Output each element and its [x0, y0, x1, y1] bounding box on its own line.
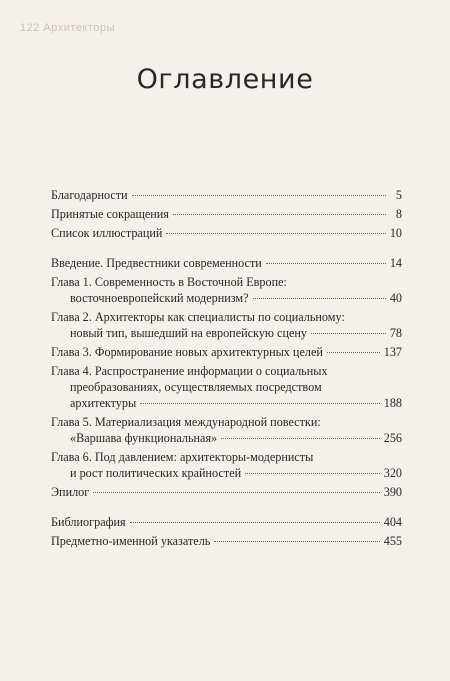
toc-page-number: 404 [383, 515, 402, 529]
toc-entry [51, 449, 402, 481]
dot-leader [166, 233, 385, 234]
dot-leader [266, 263, 386, 264]
toc-page-number: 455 [383, 534, 402, 548]
toc-page-number: 320 [383, 466, 402, 480]
toc-group-main [51, 255, 402, 500]
toc-entry-line [51, 514, 402, 530]
toc-entry-text: Глава 3. Формирование новых архитектурных целей [51, 345, 323, 359]
table-of-contents [51, 187, 402, 563]
dot-leader [140, 403, 380, 404]
toc-entry-text: преобразованиях, осуществляемых посредством [70, 380, 322, 394]
dot-leader [93, 492, 379, 493]
toc-page-number: 188 [383, 396, 402, 410]
toc-page-number: 8 [395, 207, 402, 221]
toc-entry-line [51, 533, 402, 549]
toc-entry-text: Библиография [51, 515, 126, 529]
running-head: 122 Архитекторы [20, 22, 115, 34]
toc-entry [51, 187, 402, 203]
toc-group-front [51, 187, 402, 241]
toc-entry-line [51, 484, 402, 500]
toc-entry-text: Список иллюстраций [51, 226, 163, 240]
toc-entry-text: и рост политических крайностей [70, 466, 242, 480]
toc-page-number: 256 [383, 431, 402, 445]
toc-entry [51, 274, 402, 306]
toc-entry [51, 533, 402, 549]
toc-entry-line [51, 325, 402, 341]
toc-entry-line [51, 187, 402, 203]
toc-entry-line [51, 430, 402, 446]
dot-leader [245, 473, 380, 474]
toc-group-back [51, 514, 402, 549]
page-title: Оглавление [136, 64, 314, 95]
toc-entry [51, 206, 402, 222]
dot-leader [173, 214, 386, 215]
toc-entry [51, 514, 402, 530]
toc-entry-text: Благодарности [51, 188, 128, 202]
toc-entry-text: Глава 4. Распространение информации о социальных [51, 364, 328, 378]
toc-entry-text: Предметно-именной указатель [51, 534, 211, 548]
toc-entry [51, 225, 402, 241]
toc-entry-text: новый тип, вышедший на европейскую сцену [70, 326, 307, 340]
toc-entry-text: Глава 5. Материализация международной повестки: [51, 415, 321, 429]
toc-entry-text: «Варшава функциональная» [70, 431, 218, 445]
dot-leader [214, 541, 379, 542]
toc-entry-line [51, 290, 402, 306]
toc-entry [51, 344, 402, 360]
dot-leader [130, 522, 380, 523]
toc-entry-text: Глава 1. Современность в Восточной Европе: [51, 275, 287, 289]
dot-leader [327, 352, 380, 353]
toc-entry-line [51, 206, 402, 222]
toc-entry-line [51, 225, 402, 241]
toc-entry-line [51, 255, 402, 271]
dot-leader [132, 195, 386, 196]
toc-page-number: 137 [383, 345, 402, 359]
toc-page-number: 5 [395, 188, 402, 202]
toc-page-number: 10 [389, 226, 402, 240]
toc-entry-text: Глава 6. Под давлением: архитекторы-модернисты [51, 450, 314, 464]
toc-entry-text: Эпилог [51, 485, 90, 499]
toc-entry [51, 414, 402, 446]
toc-entry-line [51, 395, 402, 411]
toc-entry-text: Введение. Предвестники современности [51, 256, 262, 270]
toc-page-number: 390 [383, 485, 402, 499]
toc-page-number: 40 [389, 291, 402, 305]
dot-leader [253, 298, 386, 299]
toc-entry-text: Глава 2. Архитекторы как специалисты по социальному: [51, 310, 345, 324]
toc-entry-text: восточноевропейский модернизм? [70, 291, 249, 305]
toc-entry [51, 363, 402, 411]
toc-entry-line [51, 465, 402, 481]
toc-entry [51, 484, 402, 500]
toc-entry [51, 309, 402, 341]
dot-leader [221, 438, 380, 439]
dot-leader [311, 333, 386, 334]
toc-page-number: 78 [389, 326, 402, 340]
toc-entry-text: архитектуры [70, 396, 137, 410]
toc-page-number: 14 [389, 256, 402, 270]
toc-entry-text: Принятые сокращения [51, 207, 169, 221]
toc-entry-line [51, 344, 402, 360]
toc-entry [51, 255, 402, 271]
